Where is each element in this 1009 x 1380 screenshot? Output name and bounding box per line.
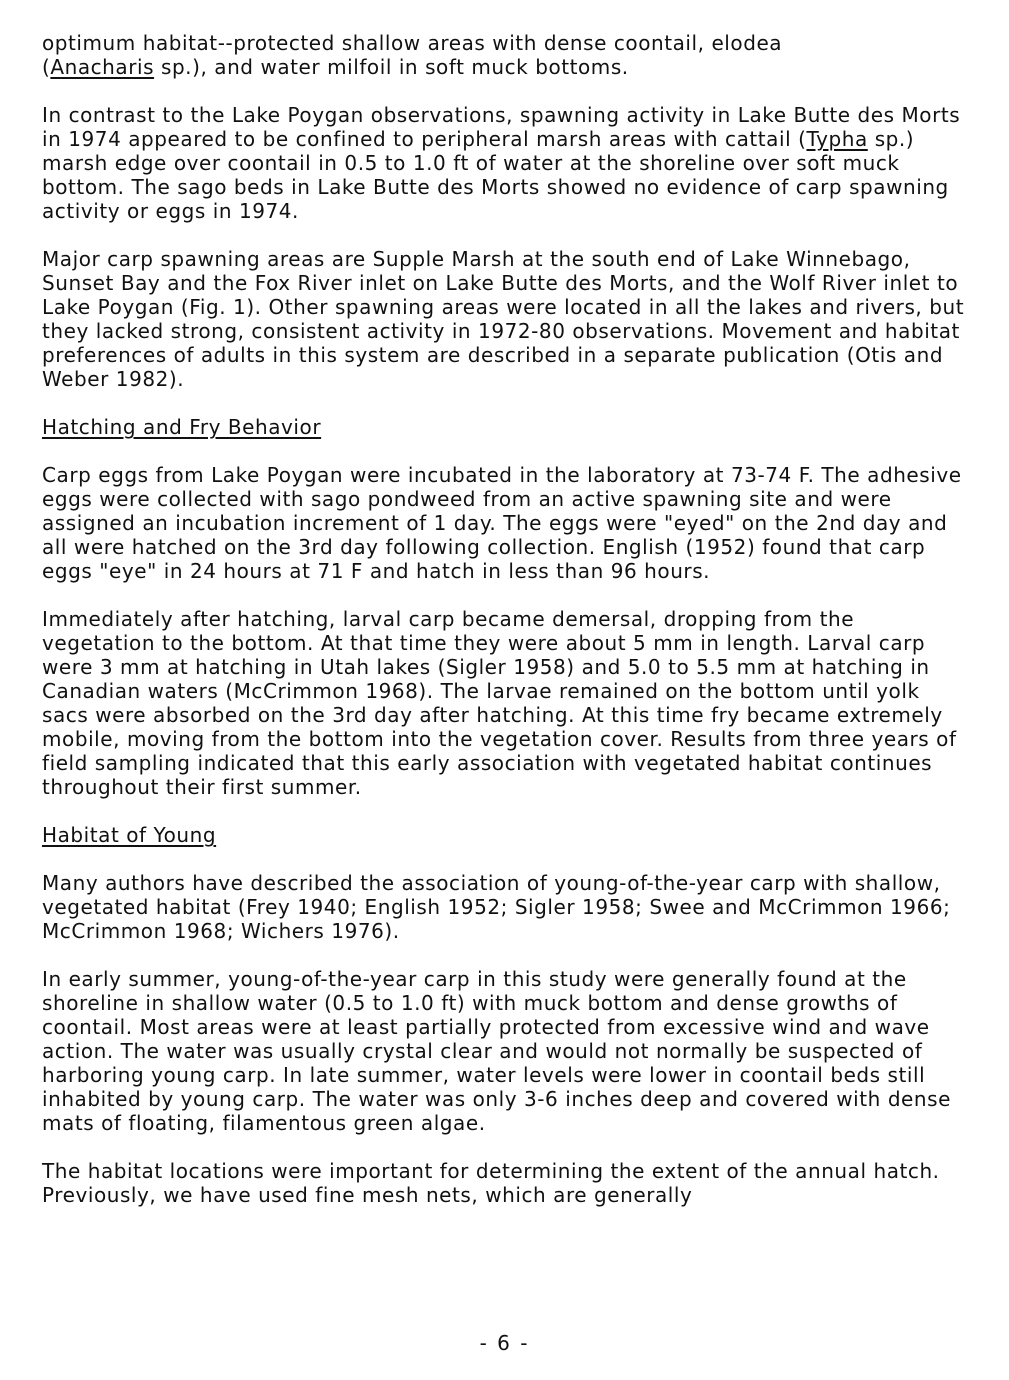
heading-hatching-text: Hatching and Fry Behavior <box>42 415 322 439</box>
intro-line: optimum habitat--protected shallow areas with dense coontail, elodea <box>42 31 783 55</box>
habitat-locations-paragraph: The habitat locations were important for determining the extent of the annual hatch. Previously, we have used fine mesh nets, which are generally <box>42 1159 940 1207</box>
heading-habitat-text: Habitat of Young <box>42 823 217 847</box>
eggs-paragraph: Carp eggs from Lake Poygan were incubated in the laboratory at 73-74 F. The adhesive eggs were collected with sago pondweed from an active spawning site and were assigned an incubation increment of 1 day. The eggs were "eyed" on the 2nd day and all were hatched on the 3rd day following collection. English (1952) found that carp eggs "eye" in 24 hours at 71 F and hatch in less than 96 hours. <box>42 463 962 583</box>
document-body <box>42 31 972 1231</box>
genus-typha: Typha <box>806 127 868 151</box>
section-heading-hatching <box>42 415 972 439</box>
early-summer-paragraph: In early summer, young-of-the-year carp in this study were generally found at the shoreline in shallow water (0.5 to 1.0 ft) with muck bottom and dense growths of coontail. Most areas were at least partially protected from excessive wind and wave action. The water was usually crystal clear and would not normally be suspected of harboring young carp. In late summer, water levels were lower in coontail beds still inhabited by young carp. The water was only 3-6 inches deep and covered with dense mats of floating, filamentous green algae. <box>42 967 951 1135</box>
genus-anacharis: Anacharis <box>50 55 155 79</box>
intro-paragraph <box>42 31 972 79</box>
section-heading-habitat <box>42 823 972 847</box>
contrast-text-before: In contrast to the Lake Poygan observations, spawning activity in Lake Butte des Morts in 1974 appeared to be confined to peripheral marsh areas with cattail ( <box>42 103 961 151</box>
contrast-text-after: sp.) marsh edge over coontail in 0.5 to 1.0 ft of water at the shoreline over soft muck bottom. The sago beds in Lake Butte des Morts showed no evidence of carp spawning activity or eggs in 1974. <box>42 127 949 223</box>
larval-paragraph: Immediately after hatching, larval carp became demersal, dropping from the vegetation to the bottom. At that time they were about 5 mm in length. Larval carp were 3 mm at hatching in Utah lakes (Sigler 1958) and 5.0 to 5.5 mm at hatching in Canadian waters (McCrimmon 1968). The larvae remained on the bottom until yolk sacs were absorbed on the 3rd day after hatching. At this time fry became extremely mobile, moving from the bottom into the vegetation cover. Results from three years of field sampling indicated that this early association with vegetated habitat continues throughout their first summer. <box>42 607 957 799</box>
authors-paragraph: Many authors have described the association of young-of-the-year carp with shallow, vegetated habitat (Frey 1940; English 1952; Sigler 1958; Swee and McCrimmon 1966; McCrimmon 1968; Wichers 1976). <box>42 871 951 943</box>
page-number: - 6 - <box>479 1331 530 1355</box>
intro-open-paren: ( <box>42 55 51 79</box>
major-spawning-paragraph: Major carp spawning areas are Supple Marsh at the south end of Lake Winnebago, Sunset Bay and the Fox River inlet on Lake Butte des Morts, and the Wolf River inlet to Lake Poygan (Fig. 1). Other spawning areas were located in all the lakes and rivers, but they lacked strong, consistent activity in 1972-80 observations. Movement and habitat preferences of adults in this system are described in a separate publication (Otis and Weber 1982). <box>42 247 965 391</box>
contrast-paragraph <box>42 103 972 223</box>
intro-rest: sp.), and water milfoil in soft muck bottoms. <box>154 55 629 79</box>
